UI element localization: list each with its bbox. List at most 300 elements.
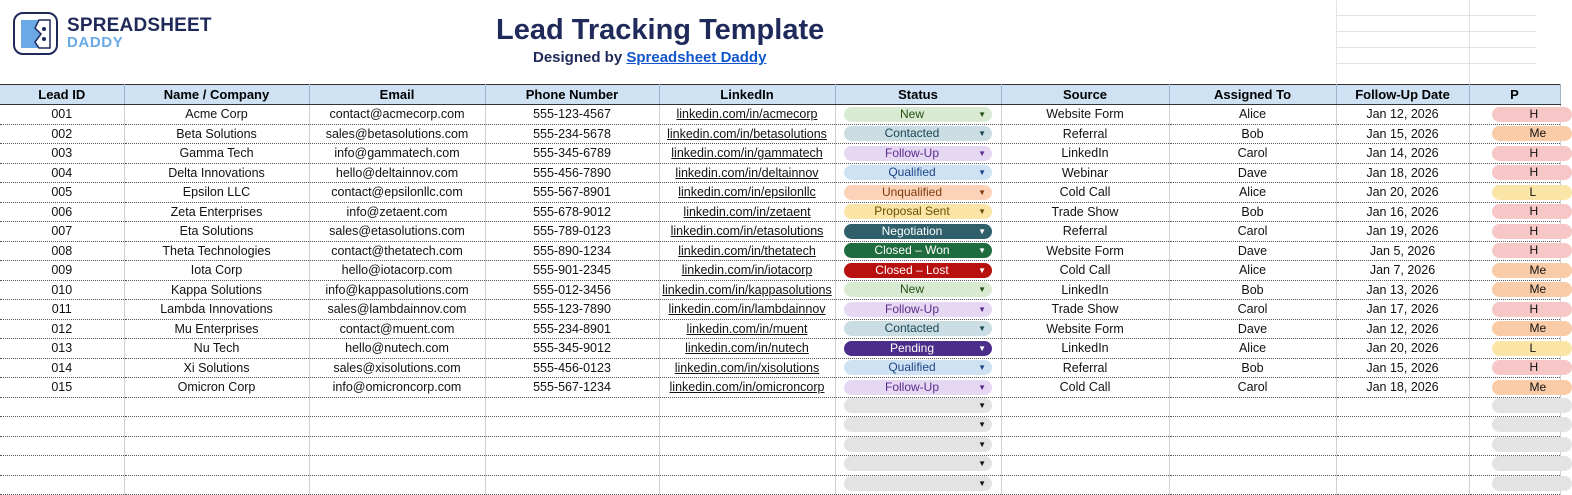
- linkedin-cell[interactable]: linkedin.com/in/gammatech: [659, 144, 835, 164]
- phone-cell[interactable]: 555-234-5678: [485, 124, 659, 144]
- status-label: Pending: [889, 340, 935, 355]
- empty-cell[interactable]: [1169, 456, 1336, 476]
- assigned-cell[interactable]: Dave: [1169, 319, 1336, 339]
- empty-cell[interactable]: [1001, 436, 1169, 456]
- assigned-cell[interactable]: Carol: [1169, 378, 1336, 398]
- email-cell[interactable]: sales@betasolutions.com: [309, 124, 485, 144]
- followup-cell[interactable]: Jan 19, 2026: [1336, 222, 1469, 242]
- email-cell[interactable]: hello@iotacorp.com: [309, 261, 485, 281]
- empty-cell[interactable]: [835, 475, 1001, 495]
- linkedin-cell[interactable]: linkedin.com/in/acmecorp: [659, 105, 835, 125]
- followup-cell[interactable]: Jan 12, 2026: [1336, 319, 1469, 339]
- phone-cell[interactable]: 555-789-0123: [485, 222, 659, 242]
- dropdown-arrow-icon[interactable]: ▼: [978, 285, 986, 295]
- empty-cell[interactable]: [659, 456, 835, 476]
- linkedin-cell[interactable]: linkedin.com/in/etasolutions: [659, 222, 835, 242]
- dropdown-arrow-icon[interactable]: ▼: [978, 439, 986, 449]
- status-dropdown[interactable]: [844, 360, 992, 375]
- email-cell[interactable]: contact@thetatech.com: [309, 241, 485, 261]
- status-cell[interactable]: [835, 144, 1001, 164]
- priority-cell[interactable]: [1469, 183, 1560, 203]
- priority-cell[interactable]: [1469, 222, 1560, 242]
- priority-cell[interactable]: [1469, 124, 1560, 144]
- priority-cell[interactable]: [1469, 202, 1560, 222]
- empty-cell[interactable]: [1469, 475, 1560, 495]
- empty-cell[interactable]: [1336, 456, 1469, 476]
- empty-cell[interactable]: [0, 417, 124, 437]
- status-dropdown[interactable]: [844, 204, 992, 219]
- name-cell[interactable]: Beta Solutions: [124, 124, 309, 144]
- phone-cell[interactable]: 555-345-6789: [485, 144, 659, 164]
- column-header[interactable]: Email: [309, 85, 485, 105]
- id-cell[interactable]: 011: [0, 300, 124, 320]
- id-cell[interactable]: 009: [0, 261, 124, 281]
- empty-row: [0, 397, 1560, 417]
- column-header[interactable]: Assigned To: [1169, 85, 1336, 105]
- id-cell[interactable]: 005: [0, 183, 124, 203]
- phone-cell[interactable]: 555-123-7890: [485, 300, 659, 320]
- status-dropdown[interactable]: [844, 107, 992, 122]
- status-cell[interactable]: [835, 358, 1001, 378]
- source-cell[interactable]: Referral: [1001, 222, 1169, 242]
- empty-cell[interactable]: [0, 397, 124, 417]
- status-cell[interactable]: [835, 222, 1001, 242]
- priority-dropdown[interactable]: [1492, 437, 1572, 452]
- linkedin-cell[interactable]: linkedin.com/in/iotacorp: [659, 261, 835, 281]
- status-cell[interactable]: [835, 241, 1001, 261]
- name-cell[interactable]: Zeta Enterprises: [124, 202, 309, 222]
- phone-cell[interactable]: 555-890-1234: [485, 241, 659, 261]
- empty-cell[interactable]: [309, 456, 485, 476]
- column-header[interactable]: Name / Company: [124, 85, 309, 105]
- empty-cell[interactable]: [1336, 417, 1469, 437]
- priority-dropdown[interactable]: H: [1492, 146, 1572, 161]
- priority-dropdown[interactable]: [1492, 456, 1572, 471]
- phone-cell[interactable]: 555-234-8901: [485, 319, 659, 339]
- empty-cell[interactable]: [659, 417, 835, 437]
- priority-cell[interactable]: [1469, 144, 1560, 164]
- empty-cell[interactable]: [1336, 436, 1469, 456]
- status-dropdown[interactable]: [844, 380, 992, 395]
- status-cell[interactable]: [835, 124, 1001, 144]
- source-cell[interactable]: LinkedIn: [1001, 339, 1169, 359]
- assigned-cell[interactable]: Carol: [1169, 300, 1336, 320]
- priority-dropdown[interactable]: H: [1492, 165, 1572, 180]
- phone-cell[interactable]: 555-567-1234: [485, 378, 659, 398]
- phone-cell[interactable]: 555-345-9012: [485, 339, 659, 359]
- email-cell[interactable]: info@zetaent.com: [309, 202, 485, 222]
- empty-cell[interactable]: [1336, 475, 1469, 495]
- status-dropdown[interactable]: [844, 398, 992, 413]
- name-cell[interactable]: Xi Solutions: [124, 358, 309, 378]
- status-dropdown[interactable]: [844, 146, 992, 161]
- source-cell[interactable]: Website Form: [1001, 319, 1169, 339]
- priority-cell[interactable]: [1469, 241, 1560, 261]
- empty-cell[interactable]: [124, 417, 309, 437]
- dropdown-arrow-icon[interactable]: ▼: [978, 109, 986, 119]
- email-cell[interactable]: contact@muent.com: [309, 319, 485, 339]
- empty-cell[interactable]: [1001, 417, 1169, 437]
- phone-cell[interactable]: 555-456-0123: [485, 358, 659, 378]
- linkedin-cell[interactable]: linkedin.com/in/betasolutions: [659, 124, 835, 144]
- status-cell[interactable]: [835, 339, 1001, 359]
- priority-dropdown[interactable]: H: [1492, 204, 1572, 219]
- linkedin-cell[interactable]: linkedin.com/in/thetatech: [659, 241, 835, 261]
- status-cell[interactable]: [835, 300, 1001, 320]
- name-cell[interactable]: Delta Innovations: [124, 163, 309, 183]
- priority-dropdown[interactable]: L: [1492, 341, 1572, 356]
- id-cell[interactable]: 015: [0, 378, 124, 398]
- email-cell[interactable]: contact@epsilonllc.com: [309, 183, 485, 203]
- linkedin-cell[interactable]: linkedin.com/in/epsilonllc: [659, 183, 835, 203]
- followup-cell[interactable]: Jan 16, 2026: [1336, 202, 1469, 222]
- table-row: [0, 319, 1560, 339]
- status-cell[interactable]: [835, 183, 1001, 203]
- status-label: Unqualified: [881, 184, 943, 199]
- dropdown-arrow-icon[interactable]: ▼: [978, 129, 986, 139]
- assigned-cell[interactable]: Alice: [1169, 339, 1336, 359]
- linkedin-cell[interactable]: linkedin.com/in/zetaent: [659, 202, 835, 222]
- followup-cell[interactable]: Jan 15, 2026: [1336, 124, 1469, 144]
- dropdown-arrow-icon[interactable]: ▼: [978, 187, 986, 197]
- source-cell[interactable]: Referral: [1001, 358, 1169, 378]
- dropdown-arrow-icon[interactable]: ▼: [978, 400, 986, 410]
- column-header[interactable]: Status: [835, 85, 1001, 105]
- id-cell[interactable]: 007: [0, 222, 124, 242]
- followup-cell[interactable]: Jan 7, 2026: [1336, 261, 1469, 281]
- empty-cell[interactable]: [835, 397, 1001, 417]
- priority-dropdown[interactable]: H: [1492, 243, 1572, 258]
- empty-cell[interactable]: [1169, 417, 1336, 437]
- name-cell[interactable]: Iota Corp: [124, 261, 309, 281]
- dropdown-arrow-icon[interactable]: ▼: [978, 148, 986, 158]
- assigned-cell[interactable]: Carol: [1169, 222, 1336, 242]
- priority-dropdown[interactable]: Me: [1492, 263, 1572, 278]
- assigned-cell[interactable]: Bob: [1169, 280, 1336, 300]
- priority-dropdown[interactable]: Me: [1492, 380, 1572, 395]
- spreadsheet-daddy-link[interactable]: Spreadsheet Daddy: [626, 49, 767, 66]
- id-cell[interactable]: 001: [0, 105, 124, 125]
- dropdown-arrow-icon[interactable]: ▼: [978, 207, 986, 217]
- source-cell[interactable]: LinkedIn: [1001, 280, 1169, 300]
- empty-cell[interactable]: [1469, 436, 1560, 456]
- priority-cell[interactable]: [1469, 105, 1560, 125]
- status-dropdown[interactable]: [844, 185, 992, 200]
- table-row: [0, 202, 1560, 222]
- dropdown-arrow-icon[interactable]: ▼: [978, 168, 986, 178]
- email-cell[interactable]: hello@deltainnov.com: [309, 163, 485, 183]
- table-row: [0, 378, 1560, 398]
- table-row: [0, 280, 1560, 300]
- source-cell[interactable]: Cold Call: [1001, 378, 1169, 398]
- name-cell[interactable]: Acme Corp: [124, 105, 309, 125]
- empty-cell[interactable]: [309, 397, 485, 417]
- name-cell[interactable]: Kappa Solutions: [124, 280, 309, 300]
- table-body: [0, 105, 1560, 495]
- status-label: Contacted: [884, 321, 940, 336]
- status-dropdown[interactable]: [844, 165, 992, 180]
- empty-cell[interactable]: [124, 436, 309, 456]
- empty-cell[interactable]: [485, 456, 659, 476]
- priority-cell[interactable]: [1469, 378, 1560, 398]
- dropdown-arrow-icon[interactable]: ▼: [978, 324, 986, 334]
- empty-cell[interactable]: [1169, 397, 1336, 417]
- empty-cell[interactable]: [485, 397, 659, 417]
- status-dropdown[interactable]: [844, 243, 992, 258]
- empty-cell[interactable]: [0, 456, 124, 476]
- source-cell[interactable]: Website Form: [1001, 241, 1169, 261]
- priority-cell[interactable]: [1469, 358, 1560, 378]
- assigned-cell[interactable]: Carol: [1169, 144, 1336, 164]
- assigned-cell[interactable]: Bob: [1169, 124, 1336, 144]
- status-dropdown[interactable]: [844, 302, 992, 317]
- priority-cell[interactable]: [1469, 319, 1560, 339]
- top-grid-lines: [1336, 0, 1536, 84]
- priority-dropdown[interactable]: H: [1492, 224, 1572, 239]
- linkedin-cell[interactable]: linkedin.com/in/lambdainnov: [659, 300, 835, 320]
- empty-cell[interactable]: [1001, 456, 1169, 476]
- empty-row: [0, 456, 1560, 476]
- empty-cell[interactable]: [124, 397, 309, 417]
- sheet-header: [0, 0, 1536, 84]
- email-cell[interactable]: info@gammatech.com: [309, 144, 485, 164]
- table-row: [0, 163, 1560, 183]
- followup-cell[interactable]: Jan 13, 2026: [1336, 280, 1469, 300]
- name-cell[interactable]: Theta Technologies: [124, 241, 309, 261]
- email-cell[interactable]: sales@lambdainnov.com: [309, 300, 485, 320]
- name-cell[interactable]: Omicron Corp: [124, 378, 309, 398]
- column-header[interactable]: Lead ID: [0, 85, 124, 105]
- source-cell[interactable]: Cold Call: [1001, 261, 1169, 281]
- assigned-cell[interactable]: Alice: [1169, 183, 1336, 203]
- followup-cell[interactable]: Jan 17, 2026: [1336, 300, 1469, 320]
- empty-cell[interactable]: [1169, 475, 1336, 495]
- priority-dropdown[interactable]: Me: [1492, 126, 1572, 141]
- column-header[interactable]: P: [1469, 85, 1560, 105]
- table-row: [0, 339, 1560, 359]
- name-cell[interactable]: Nu Tech: [124, 339, 309, 359]
- dropdown-arrow-icon[interactable]: ▼: [978, 304, 986, 314]
- status-dropdown[interactable]: [844, 437, 992, 452]
- empty-cell[interactable]: [309, 417, 485, 437]
- linkedin-cell[interactable]: linkedin.com/in/kappasolutions: [659, 280, 835, 300]
- dropdown-arrow-icon[interactable]: ▼: [978, 265, 986, 275]
- table-row: [0, 358, 1560, 378]
- id-cell[interactable]: 013: [0, 339, 124, 359]
- empty-cell[interactable]: [1469, 397, 1560, 417]
- column-header[interactable]: Phone Number: [485, 85, 659, 105]
- source-cell[interactable]: Cold Call: [1001, 183, 1169, 203]
- source-cell[interactable]: Referral: [1001, 124, 1169, 144]
- brand-name-line1: SPREADSHEET: [67, 15, 212, 36]
- empty-cell[interactable]: [835, 456, 1001, 476]
- phone-cell[interactable]: 555-901-2345: [485, 261, 659, 281]
- status-cell[interactable]: [835, 280, 1001, 300]
- priority-cell[interactable]: [1469, 261, 1560, 281]
- email-cell[interactable]: info@kappasolutions.com: [309, 280, 485, 300]
- phone-cell[interactable]: 555-678-9012: [485, 202, 659, 222]
- priority-dropdown[interactable]: [1492, 417, 1572, 432]
- empty-cell[interactable]: [659, 475, 835, 495]
- status-label: Qualified: [888, 165, 936, 180]
- empty-cell[interactable]: [485, 475, 659, 495]
- status-dropdown[interactable]: [844, 224, 992, 239]
- status-label: Contacted: [884, 126, 940, 141]
- phone-cell[interactable]: 555-456-7890: [485, 163, 659, 183]
- source-cell[interactable]: Webinar: [1001, 163, 1169, 183]
- assigned-cell[interactable]: Bob: [1169, 202, 1336, 222]
- status-label: Closed – Won: [874, 243, 950, 258]
- table-row: [0, 241, 1560, 261]
- phone-cell[interactable]: 555-012-3456: [485, 280, 659, 300]
- empty-cell[interactable]: [1001, 397, 1169, 417]
- priority-dropdown[interactable]: H: [1492, 302, 1572, 317]
- email-cell[interactable]: contact@acmecorp.com: [309, 105, 485, 125]
- status-dropdown[interactable]: [844, 282, 992, 297]
- linkedin-cell[interactable]: linkedin.com/in/xisolutions: [659, 358, 835, 378]
- linkedin-cell[interactable]: linkedin.com/in/nutech: [659, 339, 835, 359]
- status-label: Follow-Up: [884, 145, 939, 160]
- priority-dropdown[interactable]: Me: [1492, 282, 1572, 297]
- empty-cell[interactable]: [659, 397, 835, 417]
- id-cell[interactable]: 008: [0, 241, 124, 261]
- name-cell[interactable]: Gamma Tech: [124, 144, 309, 164]
- empty-cell[interactable]: [1469, 417, 1560, 437]
- empty-cell[interactable]: [1169, 436, 1336, 456]
- followup-cell[interactable]: Jan 18, 2026: [1336, 163, 1469, 183]
- empty-cell[interactable]: [0, 475, 124, 495]
- column-header[interactable]: Follow-Up Date: [1336, 85, 1469, 105]
- followup-cell[interactable]: Jan 12, 2026: [1336, 105, 1469, 125]
- id-cell[interactable]: 014: [0, 358, 124, 378]
- assigned-cell[interactable]: Dave: [1169, 241, 1336, 261]
- priority-dropdown[interactable]: H: [1492, 360, 1572, 375]
- assigned-cell[interactable]: Alice: [1169, 105, 1336, 125]
- email-cell[interactable]: hello@nutech.com: [309, 339, 485, 359]
- source-cell[interactable]: Trade Show: [1001, 300, 1169, 320]
- empty-cell[interactable]: [835, 417, 1001, 437]
- empty-cell[interactable]: [309, 475, 485, 495]
- id-cell[interactable]: 006: [0, 202, 124, 222]
- id-cell[interactable]: 003: [0, 144, 124, 164]
- status-cell[interactable]: [835, 319, 1001, 339]
- empty-cell[interactable]: [485, 436, 659, 456]
- source-cell[interactable]: LinkedIn: [1001, 144, 1169, 164]
- followup-cell[interactable]: Jan 14, 2026: [1336, 144, 1469, 164]
- empty-row: [0, 475, 1560, 495]
- table-row: [0, 105, 1560, 125]
- phone-cell[interactable]: 555-567-8901: [485, 183, 659, 203]
- empty-cell[interactable]: [1469, 456, 1560, 476]
- email-cell[interactable]: sales@xisolutions.com: [309, 358, 485, 378]
- dropdown-arrow-icon[interactable]: ▼: [978, 363, 986, 373]
- status-dropdown[interactable]: [844, 476, 992, 491]
- priority-cell[interactable]: [1469, 163, 1560, 183]
- dropdown-arrow-icon[interactable]: ▼: [978, 343, 986, 353]
- dropdown-arrow-icon[interactable]: ▼: [978, 226, 986, 236]
- priority-dropdown[interactable]: [1492, 476, 1572, 491]
- status-cell[interactable]: [835, 261, 1001, 281]
- assigned-cell[interactable]: Dave: [1169, 163, 1336, 183]
- status-dropdown[interactable]: [844, 417, 992, 432]
- source-cell[interactable]: Website Form: [1001, 105, 1169, 125]
- priority-dropdown[interactable]: H: [1492, 107, 1572, 122]
- empty-cell[interactable]: [124, 456, 309, 476]
- status-cell[interactable]: [835, 105, 1001, 125]
- empty-cell[interactable]: [124, 475, 309, 495]
- status-label: Follow-Up: [884, 379, 939, 394]
- id-cell[interactable]: 012: [0, 319, 124, 339]
- dropdown-arrow-icon[interactable]: ▼: [978, 459, 986, 469]
- column-header[interactable]: LinkedIn: [659, 85, 835, 105]
- name-cell[interactable]: Lambda Innovations: [124, 300, 309, 320]
- empty-cell[interactable]: [1336, 397, 1469, 417]
- dropdown-arrow-icon[interactable]: ▼: [978, 478, 986, 488]
- linkedin-cell[interactable]: linkedin.com/in/deltainnov: [659, 163, 835, 183]
- priority-dropdown[interactable]: [1492, 398, 1572, 413]
- status-cell[interactable]: [835, 378, 1001, 398]
- followup-cell[interactable]: Jan 15, 2026: [1336, 358, 1469, 378]
- id-cell[interactable]: 004: [0, 163, 124, 183]
- name-cell[interactable]: Eta Solutions: [124, 222, 309, 242]
- subtitle-prefix: Designed by: [533, 49, 627, 66]
- linkedin-cell[interactable]: linkedin.com/in/omicroncorp: [659, 378, 835, 398]
- status-label: Closed – Lost: [875, 262, 949, 277]
- status-cell[interactable]: [835, 202, 1001, 222]
- status-dropdown[interactable]: [844, 456, 992, 471]
- assigned-cell[interactable]: Alice: [1169, 261, 1336, 281]
- column-header[interactable]: Source: [1001, 85, 1169, 105]
- phone-cell[interactable]: 555-123-4567: [485, 105, 659, 125]
- priority-cell[interactable]: [1469, 280, 1560, 300]
- status-dropdown[interactable]: [844, 263, 992, 278]
- empty-cell[interactable]: [659, 436, 835, 456]
- assigned-cell[interactable]: Bob: [1169, 358, 1336, 378]
- dropdown-arrow-icon[interactable]: ▼: [978, 246, 986, 256]
- empty-cell[interactable]: [1001, 475, 1169, 495]
- table-row: [0, 124, 1560, 144]
- priority-cell[interactable]: [1469, 300, 1560, 320]
- lead-table: [0, 84, 1561, 495]
- empty-cell[interactable]: [485, 417, 659, 437]
- dropdown-arrow-icon[interactable]: ▼: [978, 382, 986, 392]
- empty-cell[interactable]: [309, 436, 485, 456]
- priority-cell[interactable]: [1469, 339, 1560, 359]
- id-cell[interactable]: 010: [0, 280, 124, 300]
- name-cell[interactable]: Epsilon LLC: [124, 183, 309, 203]
- dropdown-arrow-icon[interactable]: ▼: [978, 420, 986, 430]
- followup-cell[interactable]: Jan 20, 2026: [1336, 339, 1469, 359]
- priority-dropdown[interactable]: Me: [1492, 321, 1572, 336]
- followup-cell[interactable]: Jan 18, 2026: [1336, 378, 1469, 398]
- status-dropdown[interactable]: [844, 126, 992, 141]
- email-cell[interactable]: sales@etasolutions.com: [309, 222, 485, 242]
- empty-cell[interactable]: [835, 436, 1001, 456]
- status-dropdown[interactable]: [844, 321, 992, 336]
- linkedin-cell[interactable]: linkedin.com/in/muent: [659, 319, 835, 339]
- status-cell[interactable]: [835, 163, 1001, 183]
- followup-cell[interactable]: Jan 20, 2026: [1336, 183, 1469, 203]
- empty-cell[interactable]: [0, 436, 124, 456]
- name-cell[interactable]: Mu Enterprises: [124, 319, 309, 339]
- table-row: [0, 183, 1560, 203]
- status-dropdown[interactable]: [844, 341, 992, 356]
- id-cell[interactable]: 002: [0, 124, 124, 144]
- followup-cell[interactable]: Jan 5, 2026: [1336, 241, 1469, 261]
- priority-dropdown[interactable]: L: [1492, 185, 1572, 200]
- source-cell[interactable]: Trade Show: [1001, 202, 1169, 222]
- email-cell[interactable]: info@omicroncorp.com: [309, 378, 485, 398]
